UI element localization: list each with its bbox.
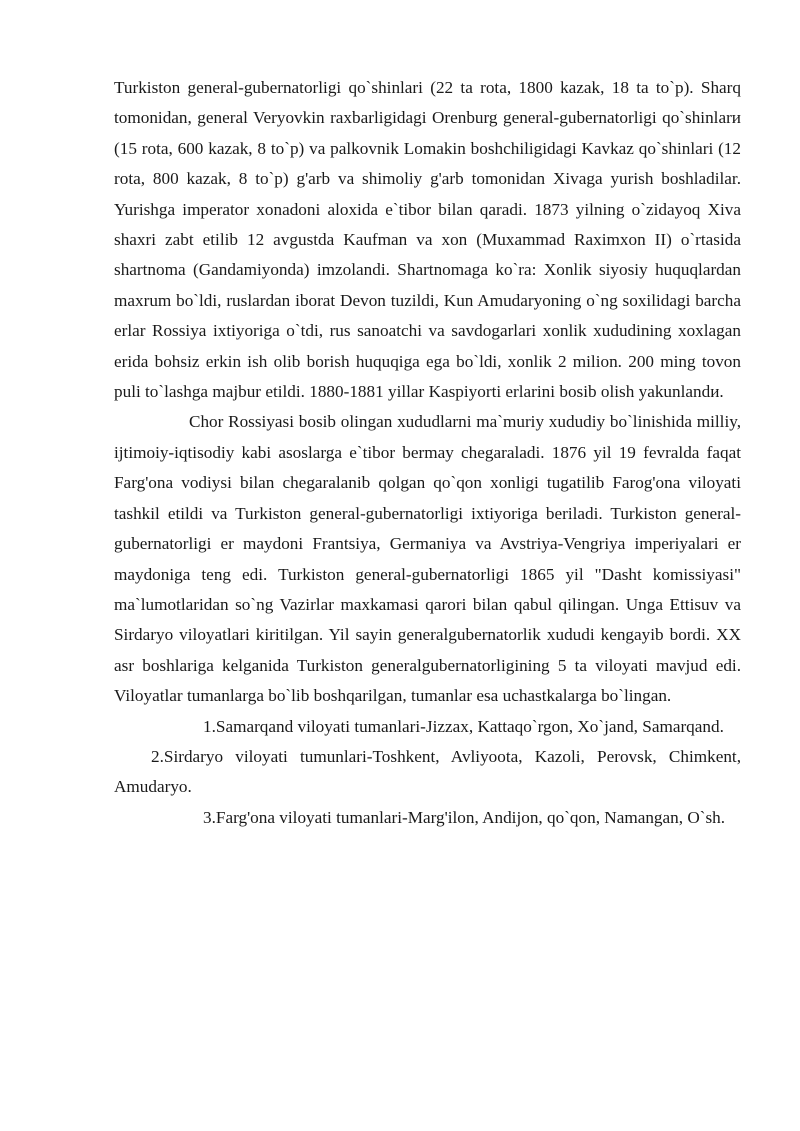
paragraph-1: Turkiston general-gubernatorligi qo`shinlari (22 ta rota, 1800 kazak, 18 ta to`p). Sharq tomonidan, general Veryovkin raxbarligidagi Orenburg general-gubernatorligi qo`shinlarи (15 rota, 600 kazak, 8 to`p) va palkovnik Lomakin boshchiligidagi Kavkaz qo`shinlari (12 rota, 800 kazak, 8 to`p) g'arb va shimoliy g'arb tomonidan Xivaga yurish boshladilar. Yurishga imperator xonadoni aloxida e`tibor bilan qaradi. 1873 yilning o`zidayoq Xiva shaxri zabt etilib 12 avgustda Kaufman va xon (Muxammad Raximxon II) o`rtasida shartnoma (Gandamiyonda) imzolandi. Shartnomaga ko`ra: Xonlik siyosiy huquqlardan maxrum bo`ldi, ruslardan iborat Devon tuzildi, Kun Amudaryoning o`ng soxilidagi barcha erlar Rossiya ixtiyoriga o`tdi, rus sanoatchi va savdogarlari xonlik xududining xoxlagan erida bohsiz erkin ish olib borish huquqiga ega bo`ldi, xonlik 2 milion. 200 ming tovon puli to`lashga majbur etildi. 1880-1881 yillar Kaspiyorti erlarini bosib olish yakunlandи. bbox=[114, 78, 741, 402]
list-item-sirdaryo: 2.Sirdaryo viloyati tumunlari-Toshkent, Avliyoota, Kazoli, Perovsk, Chimkent, Amudaryo. bbox=[114, 746, 741, 797]
paragraph-2: Chor Rossiyasi bosib olingan xududlarni ma`muriy xududiy bo`linishida milliy, ijtimoiy-iqtisodiy kabi asoslarga e`tibor bermay chegaraladi. 1876 yil 19 fevralda faqat Farg'ona vodiysi bilan chegaralanib qolgan qo`qon xonligi tugatilib Farog'ona viloyati tashkil etildi va Turkiston general-gubernatorligi ixtiyoriga beriladi. Turkiston general-gubernatorligi er maydoni Frantsiya, Germaniya va Avstriya-Vengriya imperiyalari er maydoniga teng edi. Turkiston general-gubernatorligi 1865 yil "Dasht komissiyasi" ma`lumotlaridan so`ng Vazirlar maxkamasi qarori bilan qabul qilingan. Unga Ettisuv va Sirdaryo viloyatlari kiritilgan. Yil sayin generalgubernatorlik xududi kengayib bordi. XX asr boshlariga kelganida Turkiston generalgubernatorligining 5 ta viloyati mavjud edi. Viloyatlar tumanlarga bo`lib boshqarilgan, tumanlar esa uchastkalarga bo`lingan. bbox=[114, 412, 741, 706]
document-page bbox=[114, 73, 741, 833]
list-item-samarqand: 1.Samarqand viloyati tumanlari-Jizzax, Kattaqo`rgon, Xo`jand, Samarqand. bbox=[203, 716, 724, 736]
list-item-fargona: 3.Farg'ona viloyati tumanlari-Marg'ilon, Andijon, qo`qon, Namangan, O`sh. bbox=[203, 807, 726, 827]
